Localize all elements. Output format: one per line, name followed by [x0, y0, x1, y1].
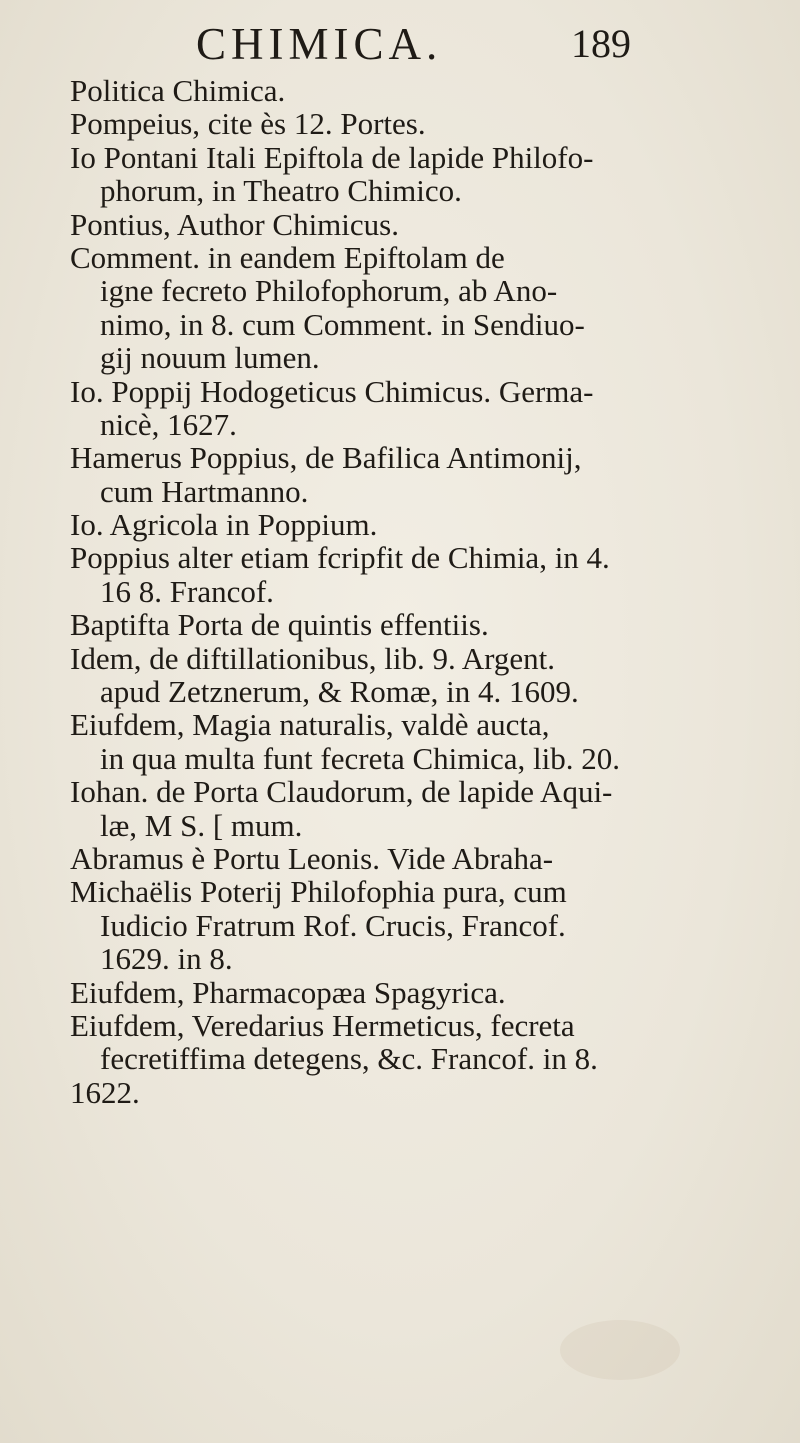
text-line: Io. Poppij Hodogeticus Chimicus. Germa-: [70, 373, 594, 409]
text-line: igne fecreto Philofophorum, ab Ano-: [100, 273, 558, 309]
text-line: Io. Agricola in Poppium.: [70, 507, 378, 543]
text-line: Baptifta Porta de quintis effentiis.: [70, 607, 489, 643]
text-line: fecretiffima detegens, &c. Francof. in 8.: [100, 1041, 598, 1077]
text-line: cum Hartmanno.: [100, 473, 309, 509]
text-line: Michaëlis Poterij Philofophia pura, cum: [70, 874, 567, 910]
text-line: Politica Chimica.: [70, 73, 286, 108]
text-line: Pontius, Author Chimicus.: [70, 206, 399, 242]
text-line: apud Zetznerum, & Romæ, in 4. 1609.: [100, 674, 579, 710]
text-line: Idem, de diftillationibus, lib. 9. Argent.: [70, 640, 556, 676]
page-header: [0, 14, 800, 74]
text-line: Pompeius, cite ès 12. Portes.: [70, 106, 426, 142]
text-line: 16 8. Francof.: [100, 573, 274, 609]
text-line: gij nouum lumen.: [100, 340, 320, 376]
text-line: phorum, in Theatro Chimico.: [100, 173, 462, 209]
paper-stain: [560, 1320, 680, 1380]
text-line: Abramus è Portu Leonis. Vide Abraha-: [70, 840, 554, 876]
running-title: CHIMICA.: [196, 19, 443, 69]
page-number: 189: [571, 21, 631, 66]
text-line: 1629. in 8.: [100, 941, 233, 977]
text-line: Io Pontani Itali Epiftola de lapide Philofo-: [70, 139, 594, 175]
text-line: Iudicio Fratrum Rof. Crucis, Francof.: [100, 907, 566, 943]
text-line: læ, M S. [ mum.: [100, 807, 303, 843]
text-line: Eiufdem, Magia naturalis, valdè aucta,: [70, 707, 550, 743]
text-line: Hamerus Poppius, de Bafilica Antimonij,: [70, 440, 582, 476]
text-line: 1622.: [70, 1074, 140, 1110]
text-line: nimo, in 8. cum Comment. in Sendiuo-: [100, 306, 585, 342]
text-line: Eiufdem, Veredarius Hermeticus, fecreta: [70, 1007, 575, 1043]
text-line: in qua multa funt fecreta Chimica, lib. 20.: [100, 740, 620, 776]
text-line: Iohan. de Porta Claudorum, de lapide Aqui-: [70, 774, 613, 810]
text-line: nicè, 1627.: [100, 406, 237, 442]
text-line: Eiufdem, Pharmacopæa Spagyrica.: [70, 974, 506, 1010]
text-line: Poppius alter etiam fcripfit de Chimia, in 4.: [70, 540, 610, 576]
text-line: Comment. in eandem Epiftolam de: [70, 239, 505, 275]
index-entries: [70, 74, 760, 1109]
